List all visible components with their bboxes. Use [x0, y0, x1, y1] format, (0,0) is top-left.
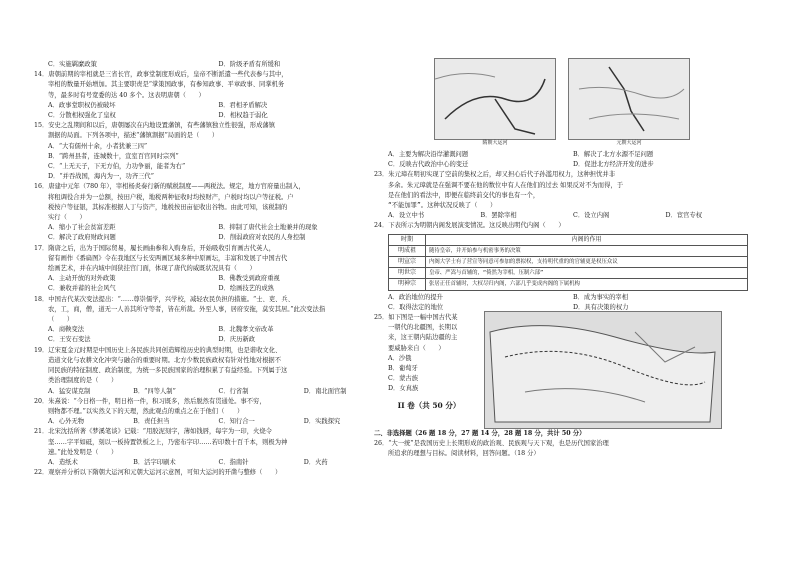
q22-options: C．反映古代政治中心的变迁 D．促进北方经济开发的进步	[388, 161, 654, 169]
question-16: 16．唐建中元年（780 年），宰相杨炎奏行新的赋税制度——两税法。规定，地方官府量出制入， 将租调役合并为一总额，按田户税，地税两种征收时均按财产，户税时均以户等征税。户 税按户等征银，其标准根据人丁与资产，地税按田亩征收出谷物。由此可知，该税制的 实行（ ）	[34, 183, 305, 222]
q17-options: A．主动开放的对外政策 B．佛教受到政府重视	[48, 275, 280, 283]
question-22: 22．观察并分析以下隋朝大运河和元朝大运河示意图，可知大运河的开凿与整修（ ）	[34, 469, 282, 477]
table-row: 明神宗 张居正任首辅时，大权尽归内阁，六部几乎变成内阁的下属机构	[389, 279, 748, 290]
section-2-heading: II 卷（共 50 分）	[397, 400, 461, 410]
table-row: 明成祖 随待皇帝，并开始参与机密事务的决策	[389, 245, 748, 256]
map-graphic	[569, 59, 689, 139]
q15-option: A．“大有儒州十余，小者犹兼三四”	[48, 142, 148, 150]
cabinet-table	[388, 234, 748, 291]
q24-options: A．政治地位的提升 B．成为事实的宰相	[388, 293, 629, 301]
q18-options: C．王安石变法 D．庆历新政	[48, 336, 256, 344]
question-24: 24．下表所示为明朝内阁发展演变情况。这反映出明代内阁（ ）	[374, 222, 565, 230]
map-caption: 元朝大运河	[616, 139, 642, 146]
q13-options	[34, 60, 389, 70]
q21-options: A．造纸术 B．活字印刷术 C．指南针 D．火药	[48, 458, 328, 466]
q15-option: C．“上无天子，下无方伯，力功争丽，能者为右”	[48, 163, 186, 171]
table-row: 时期 内阁的作用	[389, 234, 748, 245]
question-23: 23．朱元璋在明初实现了空前的集权之后，却又担心后代子孙滥用权力，这种担忧并非 多余。朱元璋就是在强调不要在他的数位中有人在他们的过去 如果反对不为而得，于 是在他们的看法中，即便在临终前交代的事也有一个， “不能加罪”。这种状况反映了（ ）	[374, 171, 623, 210]
q15-option: B．“跨州县者，连城数十，宣室百官同时宗列”	[48, 152, 179, 160]
table-row: 明世宗 皇帝、严嵩与首辅的，“倚然为宰相，压制六部”	[389, 268, 748, 279]
question-15: 15．安史之乱期间和以后，唐朝屡次在内地设置藩镇，有些藩镇独立性很强，形成藩镇 割据的局面。下列各项中，描述“藩镇割据”局面的是（ ）	[34, 122, 275, 140]
option: D．阶级矛盾有所缓和	[218, 61, 281, 68]
q17-options: C．兼收并蓄的社会风气 D．绘画技艺的成熟	[48, 285, 274, 293]
q14-options: A．政事堂职权仍被破坏 B．君相矛盾解决	[48, 101, 268, 109]
q24-options: C．取得法定的地位 D．具有决策的权力	[388, 303, 629, 311]
left-column	[34, 60, 389, 478]
q16-options: C．解决了政府财政问题 D．削弱政府对农民的人身控制	[48, 234, 306, 242]
q14-options: C．分散相权强化了皇权 D．相权趋于弱化	[48, 112, 268, 120]
q15-option: D．“并吞战国，海内为一，功齐三代”	[48, 173, 154, 181]
northern-frontier-map	[484, 311, 722, 429]
question-26: 26．“大一统”是我国历史上长期形成的政治观、民族观与天下观，也是历代国家治理 所追求的理想与目标。阅读材料，回答问题。（18 分）	[374, 440, 609, 458]
question-21: 21．北宋沈括所著《梦溪笔谈》记载：“用胶泥刻字，薄如钱唇，每字为一印，火烧令 坚……字平如砥，刻以一板持置铁板之上，乃密布字印……若印数十百千本，则极为神 速。”此处发明是（ ）	[34, 428, 288, 456]
map-graphic	[485, 312, 721, 428]
question-19: 19．辽宋夏金元时期是中国历史上各民族共同创造辉煌历史的典型时期，也是谐收文化、 造道文化与农耕文化冲突与融合的重要时期。北方少数民族政权有针对性地对根据不 同民族的特征制度、政治制度，为统一多民族国家的治理积累了有益经验。下列属于这 类治理制度的是（ ）	[34, 346, 288, 385]
question-25: 25．如下图是一幅中国古代某 一朝代的北疆图，长期以 来，这王朝内陆边疆的主 要威胁来自（ ） A．沙俄 B．葡萄牙 C．蒙古族 D．女真族 II 卷（共 50 分）	[374, 313, 758, 429]
right-column	[374, 60, 758, 460]
question-17: 17．隋唐之后，出为于国际贸易，履长画曲参和入购身后，开始吸收引育画古代英人， 留有画作《番扁图》令在我地区与长安两画区域多种中原画坛，丰富和发展了中国古代 绘画艺术，并在内域中间狭挂宫门面，体现了唐代的威既状况具有（ ）	[34, 244, 288, 273]
q19-options: A．猛安谋克制 B．“四等人制” C．行省制 D．南北面官制	[48, 387, 347, 395]
q18-options: A．商鞅变法 B．北魏孝文帝改革	[48, 326, 274, 334]
option: C．实施羁縻政策	[48, 61, 97, 68]
table-row: 明宣宗 内阁大学士有了营宣等同意可参加的票拟权，支持明代重的的官辅更是权压众议	[389, 257, 748, 268]
sui-canal-map	[434, 58, 556, 146]
question-18: 18．中国古代某次变法提出：“……尊崇儒学，兴学校，减轻农民负担的措施。“士、吏、兵、 农，工，商，僧，道无一人善其所守等者，皆在所裁。外至人事，居府安拖，莫安其居。”此次变法指 （ ）	[34, 295, 326, 324]
map-graphic	[435, 59, 555, 139]
question-20: 20．朱熹说：“今日格一件，明日格一件，积习既多，然后脱然有贯通处。事不穷， 则物都不理。”以实然义下的天理，然此观点的重点之在于他们（ ）	[34, 397, 266, 415]
q20-options: A．心外无物 B．责任担当 C．知行合一 D．实践探究	[48, 418, 341, 426]
q22-options: A．主要为解决沿岸灌溉问题 B．解决了北方水源不足问题	[388, 151, 654, 158]
canal-maps	[374, 60, 758, 146]
q16-options: A．缩小了社会贫富差距 B．抑制了唐代社会土地兼并的现象	[48, 224, 318, 232]
question-14: 14．唐朝前期的宰相就是三省长官，政事堂制度形成后，皇帝不断派遣一些代表参与其中， 宰相的数量开始增加。其主要职责是“掌策国政事，有参知政事、平章政事、同掌机务 等，最多时有号宽委的达 40 多个。这表明唐朝（ ）	[34, 71, 288, 99]
part-2-heading: 二、非选择题（26 题 18 分，27 题 14 分，28 题 18 分，共计 50 分）	[374, 430, 586, 438]
q23-options: A．设立中书 B．罢除宰相 C．设立内阁 D．宦官专权	[388, 212, 703, 220]
yuan-canal-map	[568, 58, 690, 146]
map-caption: 隋朝大运河	[482, 139, 508, 146]
